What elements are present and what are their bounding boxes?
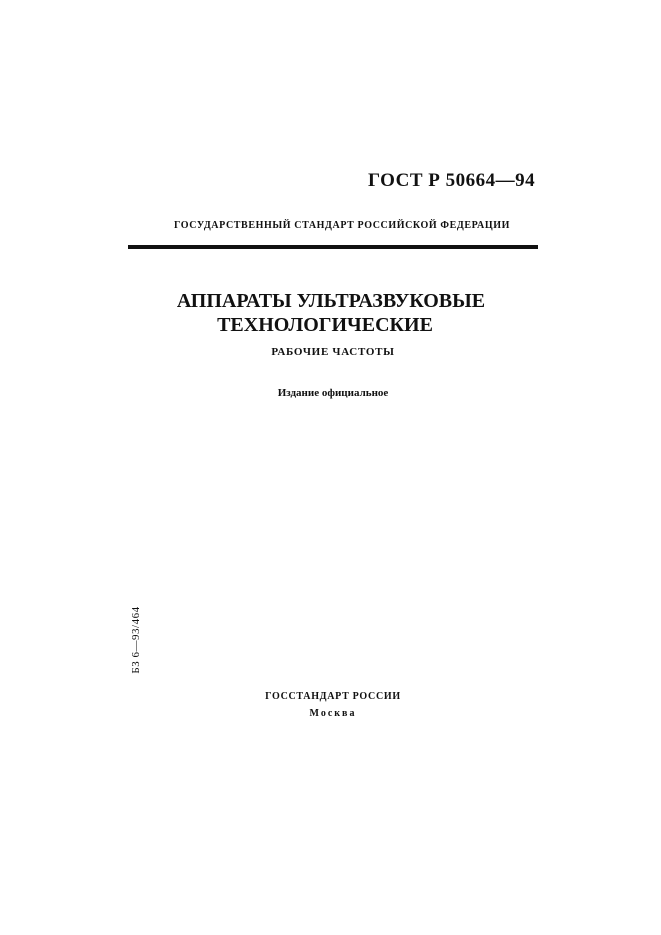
edition-label: Издание официальное bbox=[277, 387, 389, 399]
subtitle: РАБОЧИЕ ЧАСТОТЫ bbox=[271, 346, 395, 358]
standard-number: ГОСТ Р 50664—94 bbox=[368, 170, 536, 191]
standard-header: ГОСУДАРСТВЕННЫЙ СТАНДАРТ РОССИЙСКОЙ ФЕДЕРАЦИИ bbox=[174, 220, 510, 231]
city: Москва bbox=[309, 708, 357, 719]
title-line-2: ТЕХНОЛОГИЧЕСКИЕ bbox=[217, 314, 433, 336]
title-line-1: АППАРАТЫ УЛЬТРАЗВУКОВЫЕ bbox=[176, 290, 486, 312]
publisher: ГОССТАНДАРТ РОССИИ bbox=[265, 691, 401, 702]
header-rule bbox=[128, 245, 538, 249]
side-code: БЗ 6—93/464 bbox=[130, 606, 142, 674]
